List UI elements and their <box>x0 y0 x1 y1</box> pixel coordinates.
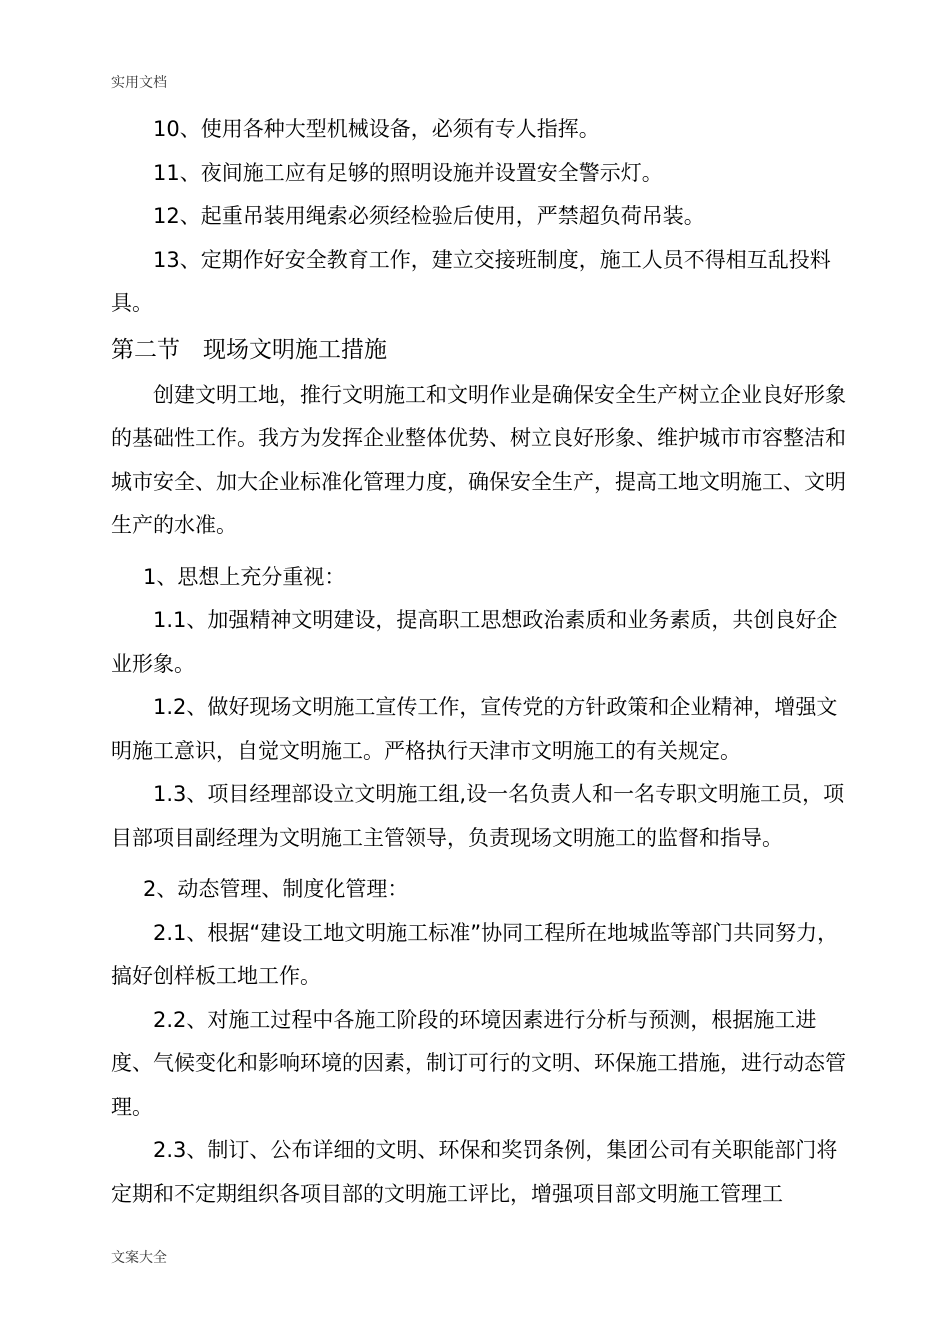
list-item: 2.2、对施工过程中各施工阶段的环境因素进行分析与预测，根据施工进度、气候变化和影响环境的因素，制订可行的文明、环保施工措施，进行动态管理。 <box>111 1007 846 1119</box>
list-item: 12、起重吊装用绳索必须经检验后使用，严禁超负荷吊装。 <box>153 204 705 228</box>
list-item: 13、定期作好安全教育工作，建立交接班制度，施工人员不得相互乱投料具。 <box>111 247 831 315</box>
document-body <box>111 108 851 1216</box>
page-header-note: 实用文档 <box>111 75 167 91</box>
list-item: 2.1、根据“建设工地文明施工标准”协同工程所在地城监等部门共同努力，搞好创样板工地工作。 <box>111 920 839 988</box>
list-item: 1.1、加强精神文明建设，提高职工思想政治素质和业务素质，共创良好企业形象。 <box>111 608 838 676</box>
section-heading: 第二节 现场文明施工措施 <box>111 336 387 363</box>
list-item: 1.2、做好现场文明施工宣传工作，宣传党的方针政策和企业精神，增强文明施工意识，自觉文明施工。严格执行天津市文明施工的有关规定。 <box>111 695 838 763</box>
list-item: 2.3、制订、公布详细的文明、环保和奖罚条例，集团公司有关职能部门将定期和不定期组织各项目部的文明施工评比，增强项目部文明施工管理工 <box>111 1138 838 1206</box>
list-item: 10、使用各种大型机械设备，必须有专人指挥。 <box>153 117 600 141</box>
page-footer-note: 文案大全 <box>111 1250 167 1266</box>
list-item: 1.3、项目经理部设立文明施工组,设一名负责人和一名专职文明施工员，项目部项目副经理为文明施工主管领导，负责现场文明施工的监督和指导。 <box>111 782 845 850</box>
subsection-title-1: 1、思想上充分重视： <box>143 564 346 589</box>
list-item: 11、夜间施工应有足够的照明设施并设置安全警示灯。 <box>153 160 663 185</box>
subsection-title-2: 2、动态管理、制度化管理： <box>143 877 409 901</box>
intro-paragraph: 创建文明工地，推行文明施工和文明作业是确保安全生产树立企业良好形象的基础性工作。我方为发挥企业整体优势、树立良好形象、维护城市市容整洁和城市安全、加大企业标准化管理力度，确保安全生产，提高工地文明施工、文明生产的水准。 <box>111 382 846 537</box>
